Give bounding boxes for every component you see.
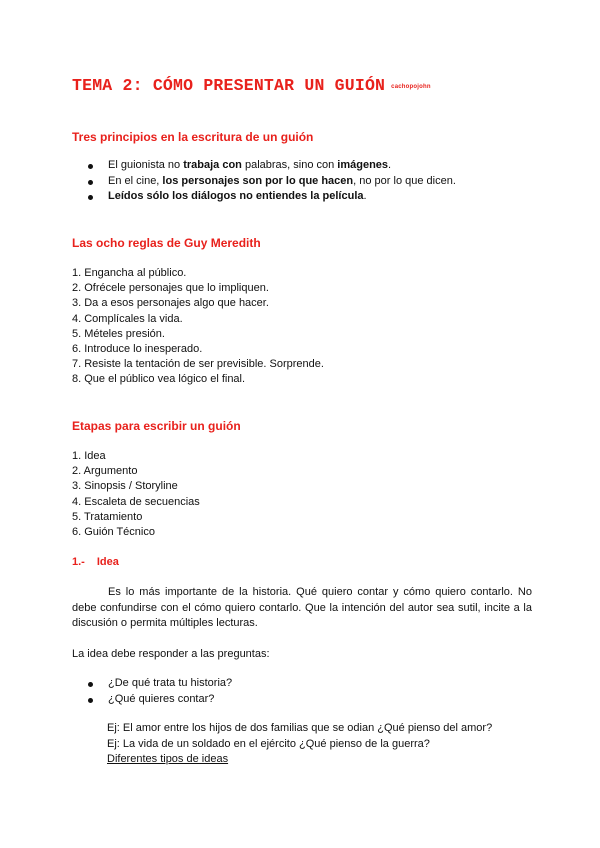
- title-text: TEMA 2: CÓMO PRESENTAR UN GUIÓN: [72, 76, 386, 95]
- page-title: [72, 76, 431, 95]
- examples-block: [107, 721, 492, 768]
- list-item: Leídos sólo los diálogos no entiendes la película.: [88, 189, 456, 205]
- stages-list: [72, 449, 200, 540]
- heading-tres-principios: Tres principios en la escritura de un guión: [72, 130, 314, 144]
- list-item: 3. Da a esos personajes algo que hacer.: [72, 297, 269, 310]
- subheading-number: 1.-: [72, 556, 85, 568]
- list-item: 6. Guión Técnico: [72, 525, 155, 538]
- subheading-idea: [72, 556, 119, 568]
- list-item: 2. Ofrécele personajes que lo impliquen.: [72, 282, 269, 295]
- idea-intro: La idea debe responder a las preguntas:: [72, 648, 270, 660]
- list-item: 5. Tratamiento: [72, 510, 143, 523]
- list-item: 1. Idea: [72, 450, 106, 462]
- list-item: 7. Resiste la tentación de ser previsible. Sorprende.: [72, 358, 324, 371]
- list-item: El guionista no trabaja con palabras, sino con imágenes.: [88, 158, 456, 174]
- author-tag: cachopojohn: [391, 84, 431, 90]
- list-item: 1. Engancha al público.: [72, 267, 187, 279]
- example-line: Ej: La vida de un soldado en el ejército ¿Qué pienso de la guerra?: [107, 737, 430, 750]
- ideas-types-link[interactable]: Diferentes tipos de ideas: [107, 753, 229, 765]
- list-item: ¿De qué trata tu historia?: [88, 676, 232, 692]
- subheading-label: Idea: [96, 556, 119, 568]
- list-item: ¿Qué quieres contar?: [88, 692, 232, 708]
- list-item: 6. Introduce lo inesperado.: [72, 342, 203, 355]
- list-item: 3. Sinopsis / Storyline: [72, 480, 178, 493]
- list-item: 4. Complícales la vida.: [72, 312, 183, 325]
- heading-etapas: Etapas para escribir un guión: [72, 419, 241, 433]
- list-item: En el cine, los personajes son por lo que hacen, no por lo que dicen.: [88, 174, 456, 190]
- questions-list: [88, 676, 232, 707]
- list-item: 2. Argumento: [72, 465, 138, 478]
- list-item: 5. Mételes presión.: [72, 327, 165, 340]
- example-line: Ej: El amor entre los hijos de dos familias que se odian ¿Qué pienso del amor?: [107, 722, 493, 734]
- list-item: 4. Escaleta de secuencias: [72, 495, 200, 508]
- heading-ocho-reglas: Las ocho reglas de Guy Meredith: [72, 236, 261, 250]
- rules-list: [72, 266, 324, 388]
- idea-paragraph: Es lo más importante de la historia. Qué quiero contar y cómo quiero contarlo. No debe confundirse con el cómo quiero contarlo. Que la intención del autor sea sutil, incite a la discusión o permita múltiples lecturas.: [72, 586, 532, 629]
- list-item: 8. Que el público vea lógico el final.: [72, 373, 246, 386]
- principles-list: [88, 158, 456, 205]
